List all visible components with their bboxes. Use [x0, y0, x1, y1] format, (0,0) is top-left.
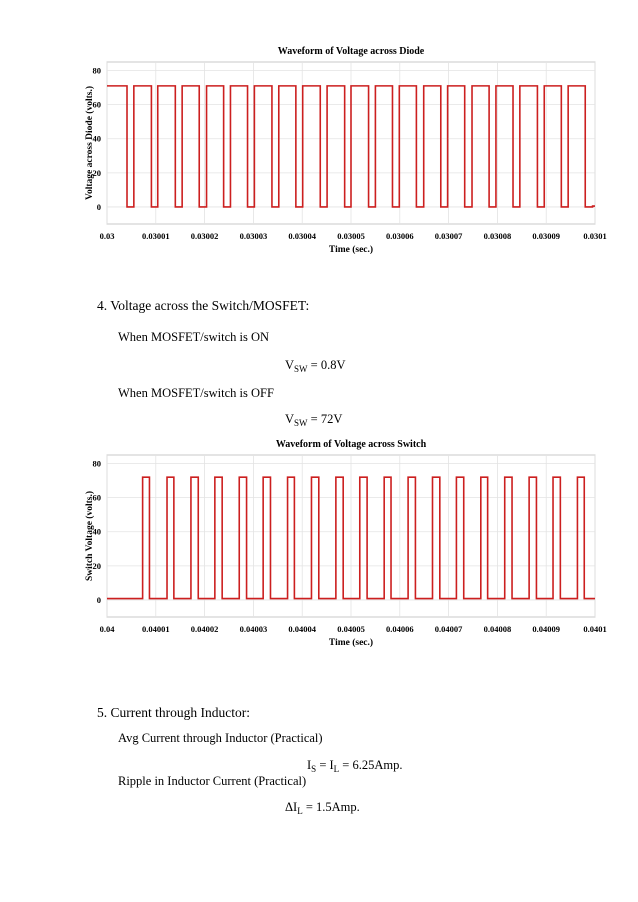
x-tick-label: 0.03002 — [190, 231, 219, 241]
x-tick-label: 0.04 — [99, 624, 115, 634]
x-axis-label: Time (sec.) — [328, 245, 374, 255]
y-tick-label: 80 — [92, 65, 101, 76]
diode-voltage-plot — [0, 44, 638, 264]
x-tick-label: 0.03007 — [434, 231, 463, 241]
y-tick-label: 0 — [96, 201, 101, 212]
x-tick-label: 0.04009 — [532, 624, 561, 634]
x-tick-label: 0.03 — [99, 231, 115, 241]
switch-off-label: When MOSFET/switch is OFF — [118, 386, 274, 400]
switch-on-label: When MOSFET/switch is ON — [118, 330, 270, 344]
x-axis-label: Time (sec.) — [328, 638, 374, 648]
diode-voltage-chart — [0, 44, 638, 264]
x-tick-label: 0.03001 — [141, 231, 170, 241]
y-tick-label: 40 — [92, 133, 101, 144]
x-tick-label: 0.04007 — [434, 624, 463, 634]
x-tick-label: 0.04003 — [239, 624, 268, 634]
x-tick-label: 0.03006 — [385, 231, 414, 241]
x-tick-label: 0.03003 — [239, 231, 268, 241]
x-tick-label: 0.04004 — [288, 624, 317, 634]
x-tick-label: 0.0301 — [583, 231, 607, 241]
avg-current-label: Avg Current through Inductor (Practical) — [118, 731, 323, 745]
switch-on-equation: $V_{SW} = 0.8V$ — [285, 358, 346, 374]
y-tick-label: 0 — [96, 594, 101, 605]
y-tick-label: 40 — [92, 526, 101, 537]
x-tick-label: 0.03004 — [288, 231, 317, 241]
x-tick-label: 0.04005 — [337, 624, 365, 634]
section-5-heading: 5. Current through Inductor: — [97, 705, 250, 720]
switch-voltage-plot — [0, 437, 638, 659]
x-tick-label: 0.0401 — [583, 624, 607, 634]
switch-off-equation: $V_{SW} = 72V$ — [285, 412, 343, 428]
ripple-current-label: Ripple in Inductor Current (Practical) — [118, 774, 307, 788]
x-tick-label: 0.04008 — [483, 624, 512, 634]
section-4-heading: 4. Voltage across the Switch/MOSFET: — [97, 298, 310, 313]
x-tick-label: 0.03005 — [337, 231, 365, 241]
y-axis-label: Switch Voltage (volts.) — [85, 491, 95, 581]
x-tick-label: 0.03008 — [483, 231, 512, 241]
y-tick-label: 20 — [92, 560, 101, 571]
y-tick-label: 60 — [92, 99, 101, 110]
x-tick-label: 0.04001 — [141, 624, 170, 634]
y-tick-label: 60 — [92, 492, 101, 503]
chart-title: Waveform of Voltage across Switch — [275, 439, 427, 450]
x-tick-label: 0.04006 — [385, 624, 414, 634]
chart-title: Waveform of Voltage across Diode — [277, 46, 425, 57]
x-tick-label: 0.04002 — [190, 624, 219, 634]
x-tick-label: 0.03009 — [532, 231, 561, 241]
y-tick-label: 20 — [92, 167, 101, 178]
avg-current-equation: $I_S = I_L = 6.25Amp$. — [307, 758, 403, 774]
y-axis-label: Voltage across Diode (volts.) — [85, 86, 95, 200]
switch-voltage-chart — [0, 437, 638, 659]
y-tick-label: 80 — [92, 458, 101, 469]
ripple-current-equation: $\Delta I_L = 1.5Amp$. — [285, 800, 360, 816]
